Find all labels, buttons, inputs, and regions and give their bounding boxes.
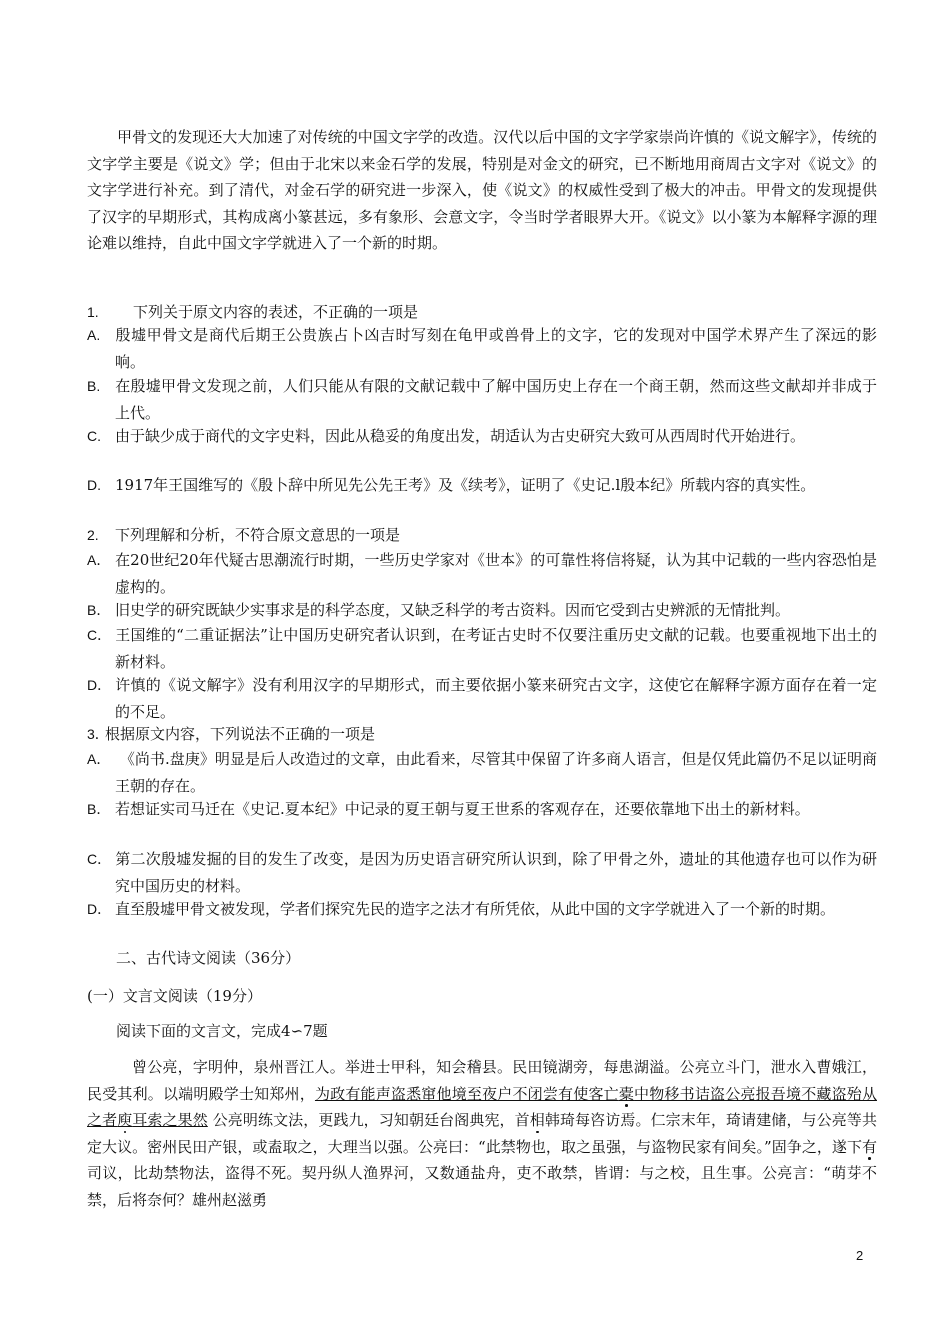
dotted-character: 橐 (618, 1084, 635, 1103)
question-2-option-c (87, 622, 877, 675)
dotted-character: 庾 (117, 1111, 133, 1129)
option-text: 1917年王国维写的《殷卜辞中所见先公先王考》及《续考》，证明了《史记.l殷本纪》所载内容的真实性。 (115, 476, 816, 494)
option-label: C． (87, 627, 112, 643)
option-text: 第二次殷墟发掘的目的发生了改变，是因为历史语言研究所认识到，除了甲骨之外，遗址的其他遗存也可以作为研究中国历史的材料。 (115, 850, 877, 895)
question-3 (87, 721, 877, 748)
option-label: B. (87, 378, 101, 394)
question-1-option-b (87, 373, 877, 426)
option-label: D． (87, 901, 112, 917)
question-1-option-a (87, 322, 877, 375)
option-text: 旧史学的研究既缺少实事求是的科学态度，又缺乏科学的考古资料。因而它受到古史辨派的无情批判。 (115, 601, 791, 619)
passage-text: 韩琦每咨访焉。仁宗末年，琦请建储，与公亮等共定大议。密州民田产银，或盍取之，大理当以强。公亮曰：“此禁物也，取之虽强，与盗物民家有间矣。”固争之，遂下 (87, 1111, 877, 1156)
question-2-option-a (87, 547, 877, 600)
question-3-option-b (87, 796, 877, 823)
option-label: B． (87, 602, 111, 618)
page-number: 2 (856, 1248, 864, 1263)
question-2-stem: 下列理解和分析，不符合原文意思的一项是 (115, 526, 401, 544)
dotted-character: 有 (861, 1137, 877, 1156)
option-label: A. (87, 327, 101, 343)
question-3-option-d (87, 896, 877, 923)
option-text: 在殷墟甲骨文发现之前，人们只能从有限的文献记载中了解中国历史上存在一个商王朝，然而这些文献却并非成于上代。 (115, 377, 877, 422)
underlined-sentence: 为政有能声盗悉窜他境至夜户不闭尝有使客亡 (314, 1084, 619, 1103)
question-3-number: 3． (87, 726, 109, 742)
classical-passage (87, 1054, 877, 1213)
option-label: A． (87, 751, 111, 767)
option-text: 若想证实司马迁在《史记.夏本纪》中记录的夏王朝与夏王世系的客观存在，还要依靠地下出土的新材料。 (115, 800, 810, 818)
question-2-option-b (87, 597, 877, 624)
question-3-option-c (87, 846, 877, 899)
passage-text: 司议，比劫禁物法，盗得不死。契丹纵人渔界河，又数通盐舟，吏不敢禁，皆谓：与之校，且生事。公亮言：“萌芽不禁，后将奈何？雄州赵滋勇 (87, 1164, 877, 1209)
intro-paragraph: 甲骨文的发现还大大加速了对传统的中国文字学的改造。汉代以后中国的文字学家崇尚许慎的《说文解字》，传统的文字学主要是《说文》学；但由于北宋以来金石学的发展，特别是对金文的研究，已不断地用商周古文字对《说文》的文字学进行补充。到了清代，对金石学的研究进一步深入，使《说文》的权威性受到了极大的冲击。甲骨文的发现提供了汉字的早期形式，其构成离小篆甚远，多有象形、会意文字，令当时学者眼界大开。《说文》以小篆为本解释字源的理论难以维持，自此中国文字学就进入了一个新的时期。 (87, 128, 877, 252)
passage-text: 曾公亮，字明仲，泉州晋江人。举进士甲科，知会稽县。民田镜湖旁，每患湖溢。公亮立斗门，泄水入曹娥江，民受其利。以端明殿学士知郑州， (87, 1058, 877, 1103)
subsection-heading: (一）文言文阅读（19分） (87, 987, 262, 1005)
option-label: C. (87, 428, 101, 444)
question-2-number: 2. (87, 527, 99, 543)
option-text: 王国维的“二重证据法”让中国历史研究者认识到，在考证古史时不仅要注重历史文献的记载。也要重视地下出土的新材料。 (115, 626, 877, 671)
option-text: 由于缺少成于商代的文字史料，因此从稳妥的角度出发，胡适认为古史研究大致可从西周时代开始进行。 (115, 427, 806, 445)
option-label: A． (87, 552, 111, 568)
question-3-stem: 根据原文内容，下列说法不正确的一项是 (105, 725, 376, 743)
question-2 (87, 522, 877, 549)
instruction-text: 阅读下面的文言文，完成4∽7题 (116, 1022, 328, 1040)
passage-text: 公亮明练文法，更践九，习知朝廷台阁典宪，首 (207, 1111, 530, 1129)
option-text: 《尚书.盘庚》明显是后人改造过的文章，由此看来，尽管其中保留了许多商人语言，但是仅凭此篇仍不足以证明商王朝的存在。 (115, 750, 877, 795)
option-label: C． (87, 851, 112, 867)
option-text: 直至殷墟甲骨文被发现，学者们探究先民的造字之法才有所凭依，从此中国的文字学就进入了一个新的时期。 (115, 900, 836, 918)
option-label: D. (87, 477, 101, 493)
section-heading: 二、古代诗文阅读（36分） (116, 949, 301, 967)
dotted-character: 相 (529, 1111, 545, 1129)
option-text: 许慎的《说文解字》没有利用汉字的早期形式，而主要依据小篆来研究古文字，这使它在解释字源方面存在着一定的不足。 (115, 676, 877, 721)
question-1-number: 1. (87, 304, 99, 320)
option-label: B． (87, 801, 111, 817)
question-1-stem: 下列关于原文内容的表述，不正确的一项是 (133, 303, 419, 321)
question-2-option-d (87, 672, 877, 725)
option-label: D． (87, 677, 112, 693)
question-3-option-a (87, 746, 877, 799)
underlined-sentence: 中物移书诘盗公亮报吾境不藏盗殆从之者 (87, 1084, 877, 1129)
option-text: 殷墟甲骨文是商代后期王公贵族占卜凶吉时写刻在龟甲或兽骨上的文字，它的发现对中国学术界产生了深远的影响。 (115, 326, 877, 371)
question-1-option-c (87, 423, 877, 450)
question-1-option-d (87, 472, 877, 499)
underlined-sentence: 耳索之果然 (132, 1111, 208, 1129)
option-text: 在20世纪20年代疑古思潮流行时期，一些历史学家对《世本》的可靠性将信将疑，认为其中记载的一些内容恐怕是虚构的。 (115, 551, 877, 596)
